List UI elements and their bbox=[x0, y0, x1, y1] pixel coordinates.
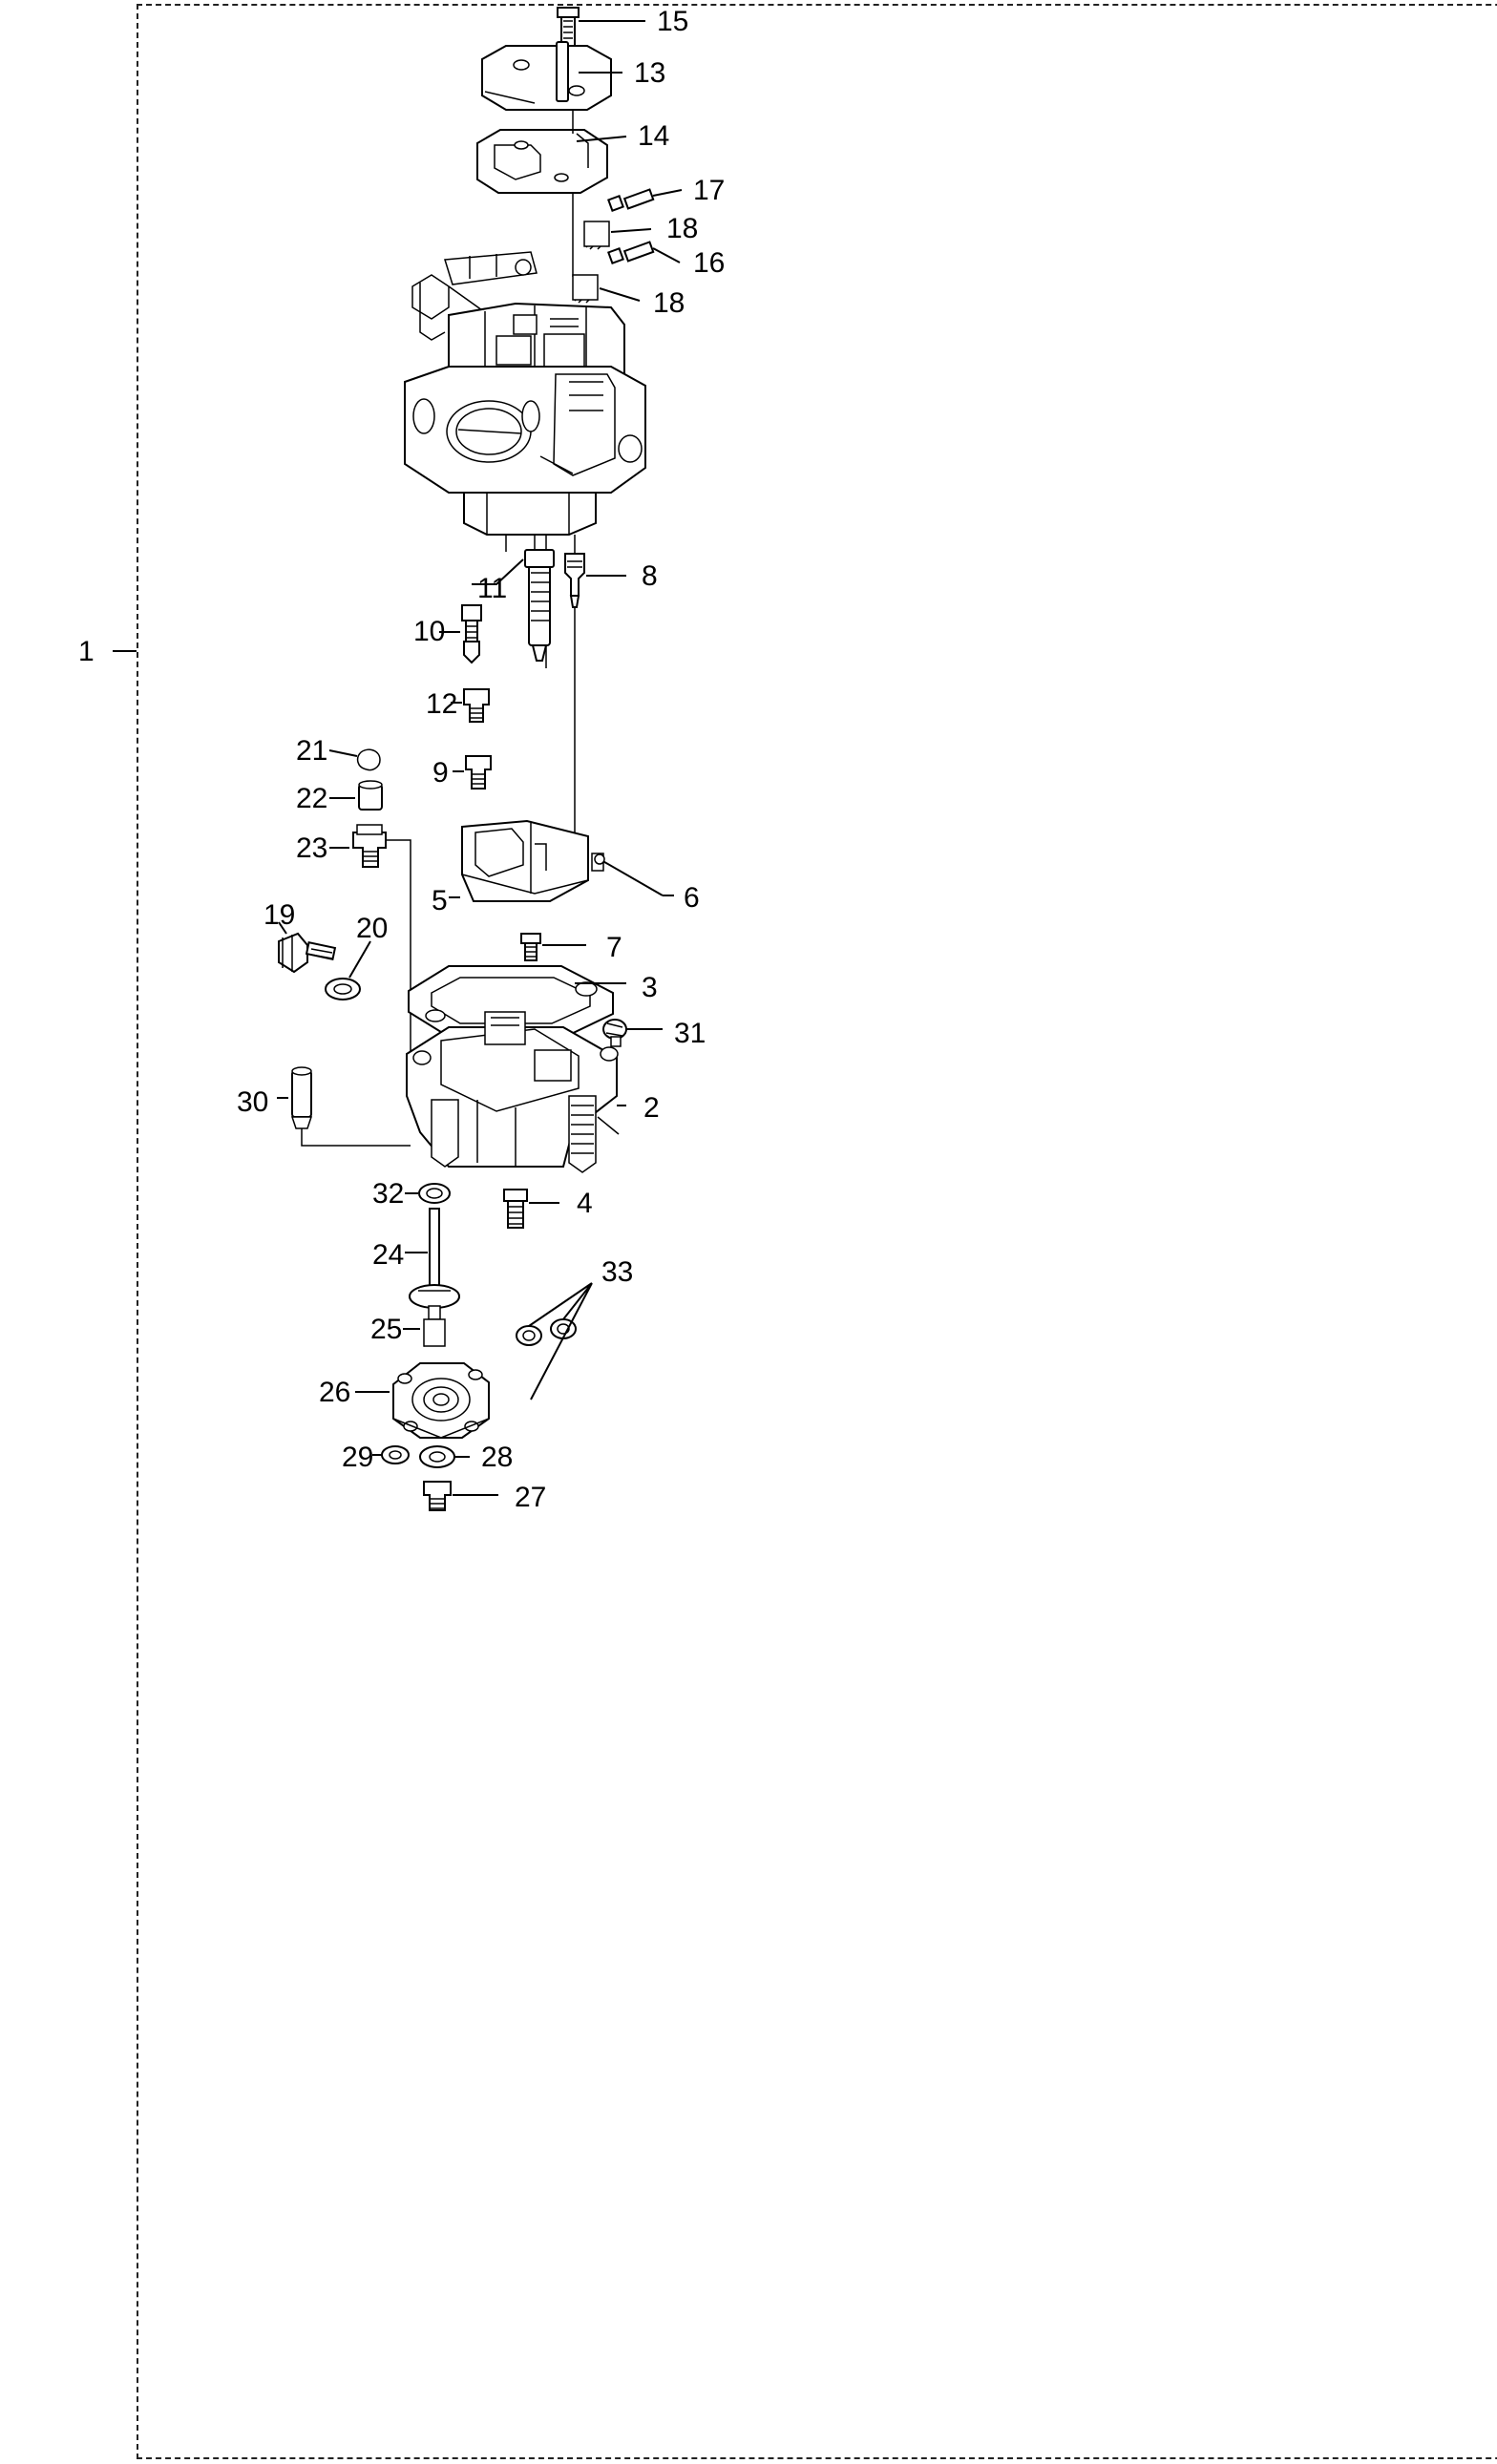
callout-11: 11 bbox=[477, 573, 508, 604]
part-22-bushing bbox=[359, 781, 382, 810]
part-19-drain-screw bbox=[279, 934, 335, 972]
callout-18-lower: 18 bbox=[653, 287, 685, 319]
callout-6: 6 bbox=[684, 882, 700, 914]
part-25-spring bbox=[424, 1319, 445, 1346]
callout-1: 1 bbox=[78, 636, 95, 667]
callout-17: 17 bbox=[693, 175, 726, 206]
callout-27: 27 bbox=[515, 1482, 547, 1513]
callout-33: 33 bbox=[601, 1256, 634, 1288]
callout-13: 13 bbox=[634, 57, 666, 89]
callout-12: 12 bbox=[426, 688, 458, 720]
callout-18-upper: 18 bbox=[666, 213, 699, 244]
part-31-plug bbox=[603, 1020, 626, 1046]
callout-29: 29 bbox=[342, 1442, 374, 1473]
part-10-pilot-screw bbox=[462, 605, 481, 663]
callout-26: 26 bbox=[319, 1377, 351, 1408]
part-6-float-pin bbox=[595, 854, 663, 895]
callout-14: 14 bbox=[638, 120, 670, 152]
callout-16: 16 bbox=[693, 247, 726, 279]
part-24-valve-stem bbox=[410, 1209, 459, 1319]
callout-28: 28 bbox=[481, 1442, 514, 1473]
callout-8: 8 bbox=[642, 560, 658, 592]
part-21-clip bbox=[358, 749, 380, 769]
callout-24: 24 bbox=[372, 1239, 405, 1271]
callout-21: 21 bbox=[296, 735, 328, 767]
callout-31: 31 bbox=[674, 1018, 706, 1049]
callout-25: 25 bbox=[370, 1314, 403, 1345]
part-7-screw bbox=[521, 934, 540, 960]
part-12-main-jet bbox=[464, 689, 489, 722]
callout-9: 9 bbox=[432, 757, 449, 789]
part-11-main-nozzle bbox=[525, 550, 554, 661]
part-2-float-chamber bbox=[407, 1012, 619, 1172]
part-9-pilot-jet bbox=[466, 756, 491, 789]
callout-19: 19 bbox=[264, 899, 296, 931]
callout-30: 30 bbox=[237, 1086, 269, 1118]
callout-23: 23 bbox=[296, 832, 328, 864]
callout-22: 22 bbox=[296, 783, 328, 814]
callout-15: 15 bbox=[657, 6, 689, 37]
callout-4: 4 bbox=[577, 1188, 593, 1219]
callout-5: 5 bbox=[432, 885, 448, 916]
part-15-screw bbox=[558, 8, 579, 46]
part-main-carburetor-body bbox=[405, 252, 645, 552]
callout-2: 2 bbox=[643, 1092, 660, 1124]
part-5-float bbox=[462, 821, 603, 901]
part-4-screw bbox=[504, 1190, 527, 1228]
part-29-washer bbox=[382, 1446, 409, 1464]
part-26-valve-body bbox=[393, 1363, 489, 1438]
part-18-spring-lower bbox=[573, 275, 598, 303]
part-17-screw bbox=[608, 190, 653, 211]
part-20-o-ring bbox=[326, 979, 360, 1000]
callout-20: 20 bbox=[356, 913, 389, 944]
callout-7: 7 bbox=[606, 932, 622, 963]
part-18-spring-upper bbox=[584, 221, 609, 249]
part-30-pin bbox=[292, 1067, 311, 1128]
part-23-plug bbox=[353, 825, 386, 867]
part-28-washer bbox=[420, 1446, 454, 1467]
callout-10: 10 bbox=[413, 616, 446, 647]
callout-32: 32 bbox=[372, 1178, 405, 1210]
part-16-screw bbox=[608, 242, 653, 263]
part-32-o-ring bbox=[419, 1184, 450, 1203]
callout-3: 3 bbox=[642, 972, 658, 1003]
part-27-bolt bbox=[424, 1482, 451, 1510]
part-13-cover-plate bbox=[482, 42, 611, 110]
part-8-needle-valve bbox=[565, 554, 584, 607]
